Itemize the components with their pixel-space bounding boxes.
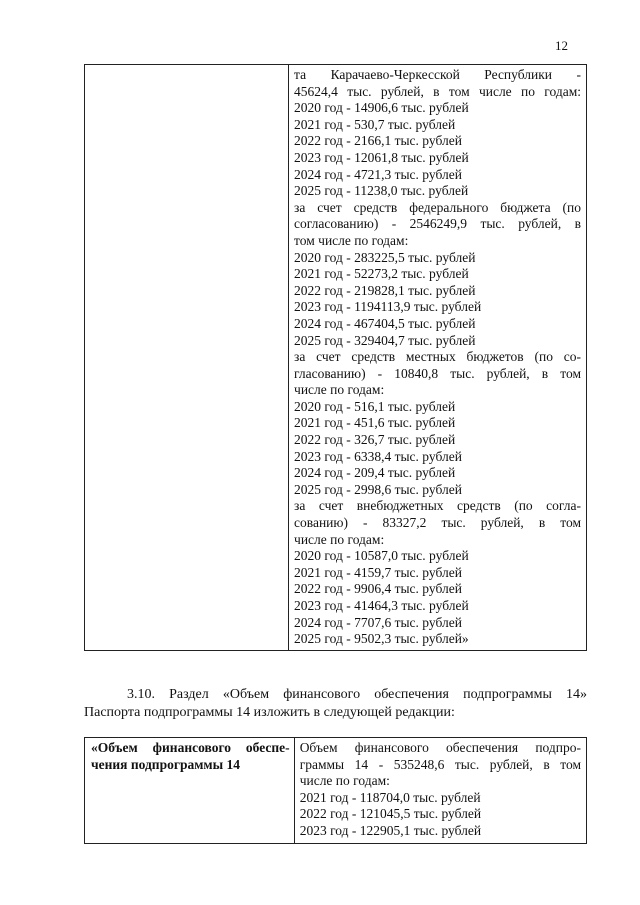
funding-table-continued: [84, 64, 587, 651]
year-line: 2023 год - 122905,1 тыс. рублей: [299, 822, 482, 838]
year-line: 2022 год - 219828,1 тыс. рублей: [294, 282, 476, 298]
table-row: [85, 65, 587, 651]
funding-table-subprogram-14: [84, 737, 587, 844]
text-line: за счет средств местных бюджетов (по со-: [294, 349, 581, 365]
text-line: граммы 14 - 535248,6 тыс. рублей, в том: [299, 756, 581, 772]
table-cell-funding-details: [294, 738, 586, 844]
year-line: 2024 год - 7707,6 тыс. рублей: [294, 614, 462, 630]
year-line: 2021 год - 52273,2 тыс. рублей: [294, 266, 469, 282]
year-line: 2022 год - 121045,5 тыс. рублей: [299, 806, 482, 822]
text-line: 45624,4 тыс. рублей, в том числе по годам:: [294, 83, 581, 99]
year-line: 2020 год - 283225,5 тыс. рублей: [294, 249, 476, 265]
year-line: 2023 год - 12061,8 тыс. рублей: [294, 149, 469, 165]
year-line: 2022 год - 9906,4 тыс. рублей: [294, 581, 462, 597]
year-line: 2021 год - 451,6 тыс. рублей: [294, 415, 456, 431]
text-line: числе по годам:: [294, 382, 385, 398]
year-line: 2024 год - 209,4 тыс. рублей: [294, 465, 456, 481]
table-cell-funding-details: [289, 65, 587, 651]
year-line: 2020 год - 10587,0 тыс. рублей: [294, 548, 469, 564]
year-line: 2025 год - 2998,6 тыс. рублей: [294, 481, 462, 497]
year-line: 2024 год - 467404,5 тыс. рублей: [294, 315, 476, 331]
text-line: согласованию) - 2546249,9 тыс. рублей, в: [294, 216, 581, 232]
year-line: 2024 год - 4721,3 тыс. рублей: [294, 166, 462, 182]
text-line: та Карачаево-Черкесской Республики -: [294, 67, 581, 82]
year-line: 2025 год - 329404,7 тыс. рублей: [294, 332, 476, 348]
year-line: 2022 год - 2166,1 тыс. рублей: [294, 133, 462, 149]
amendment-paragraph: [84, 686, 587, 722]
table-cell-left-empty: [85, 65, 289, 651]
year-line: 2020 год - 516,1 тыс. рублей: [294, 398, 456, 414]
text-line: сованию) - 83327,2 тыс. рублей, в том: [294, 515, 581, 531]
year-line: 2025 год - 11238,0 тыс. рублей: [294, 183, 469, 199]
year-line: 2023 год - 6338,4 тыс. рублей: [294, 448, 462, 464]
text-line: гласованию) - 10840,8 тыс. рублей, в том: [294, 365, 581, 381]
year-line: 2023 год - 41464,3 тыс. рублей: [294, 598, 469, 613]
text-line: за счет внебюджетных средств (по согла-: [294, 498, 581, 514]
heading-line: чения подпрограммы 14: [91, 756, 241, 772]
year-line: 2023 год - 1194113,9 тыс. рублей: [294, 299, 482, 315]
year-line: 2020 год - 14906,6 тыс. рублей: [294, 100, 469, 116]
heading-line: «Объем финансового обеспе-: [91, 740, 290, 755]
year-line: 2022 год - 326,7 тыс. рублей: [294, 432, 456, 448]
paragraph-line: 3.10. Раздел «Объем финансового обеспечения подпрограммы 14»: [127, 687, 587, 702]
text-line: Объем финансового обеспечения подпро-: [299, 740, 581, 755]
year-line: 2021 год - 4159,7 тыс. рублей: [294, 564, 462, 580]
table-cell-heading: [85, 738, 295, 844]
table-row: [85, 738, 587, 844]
text-line: том числе по годам:: [294, 232, 409, 248]
year-line: 2021 год - 530,7 тыс. рублей: [294, 116, 456, 132]
text-line: числе по годам:: [299, 773, 390, 789]
paragraph-line: Паспорта подпрограммы 14 изложить в следующей редакции:: [84, 705, 455, 720]
page-number: 12: [555, 38, 568, 53]
text-line: числе по годам:: [294, 531, 385, 547]
year-line: 2021 год - 118704,0 тыс. рублей: [299, 789, 481, 805]
text-line: за счет средств федерального бюджета (по: [294, 199, 581, 215]
year-line: 2025 год - 9502,3 тыс. рублей»: [294, 631, 469, 647]
